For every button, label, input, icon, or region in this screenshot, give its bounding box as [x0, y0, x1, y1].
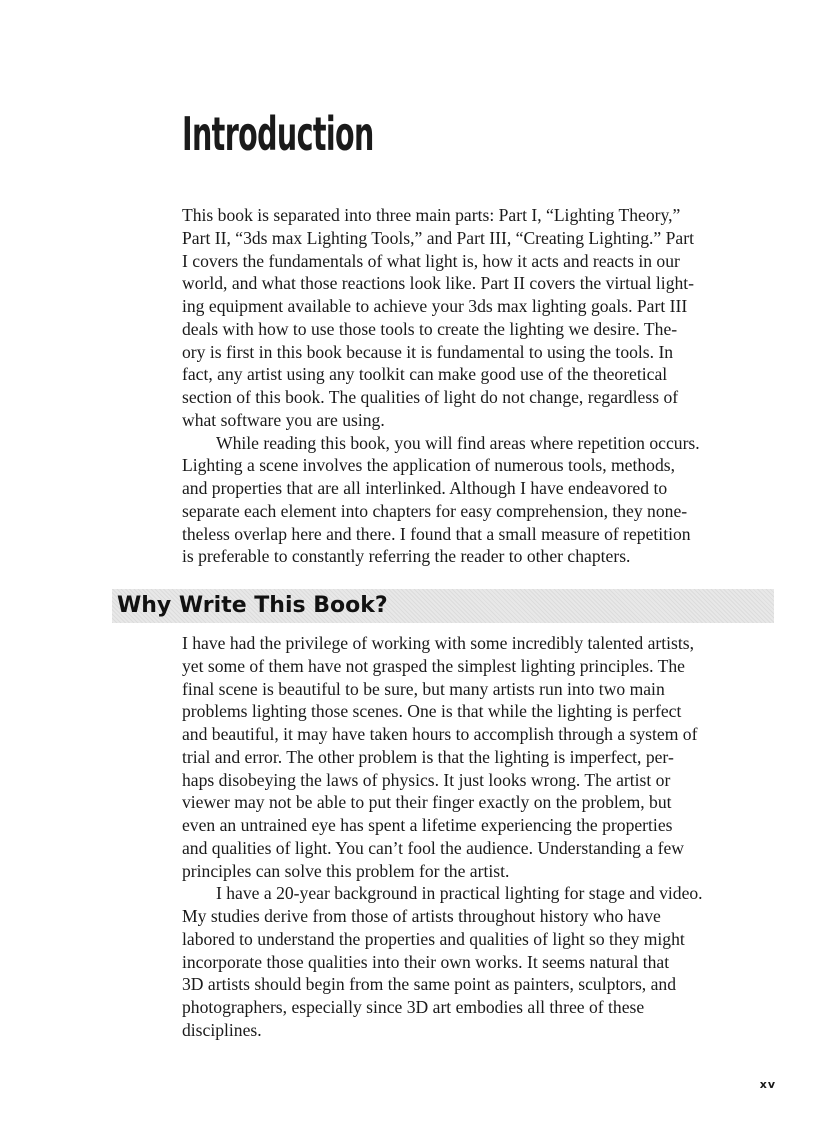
why-line: incorporate those qualities into their own works. It seems natural that — [182, 951, 670, 972]
intro-line: ing equipment available to achieve your 3ds max lighting goals. Part III — [182, 296, 688, 316]
why-line: labored to understand the properties and qualities of light so they might — [182, 928, 685, 949]
why-text-block — [182, 632, 778, 1042]
intro-paragraph-start-line: While reading this book, you will find areas where repetition occurs. — [216, 432, 700, 453]
page-number: xv — [759, 1078, 776, 1091]
intro-line: ory is first in this book because it is fundamental to using the tools. In — [182, 341, 674, 362]
section-heading: Why Write This Book? — [117, 593, 388, 618]
why-line: photographers, especially since 3D art embodies all three of these — [182, 997, 645, 1017]
intro-line: Lighting a scene involves the application of numerous tools, methods, — [182, 455, 676, 476]
intro-line: deals with how to use those tools to create the lighting we desire. The- — [182, 318, 678, 339]
why-line: viewer may not be able to put their finger exactly on the problem, but — [182, 792, 672, 813]
why-line: My studies derive from those of artists throughout history who have — [182, 906, 661, 926]
intro-line: This book is separated into three main parts: Part I, “Lighting Theory,” — [182, 205, 681, 225]
why-line: even an untrained eye has spent a lifetime experiencing the properties — [182, 815, 673, 835]
intro-text-block — [182, 204, 778, 568]
intro-line: what software you are using. — [182, 409, 385, 430]
why-line: problems lighting those scenes. One is that while the lighting is perfect — [182, 701, 682, 722]
intro-line: fact, any artist using any toolkit can make good use of the theoretical — [182, 364, 668, 385]
intro-line: section of this book. The qualities of light do not change, regardless of — [182, 387, 679, 407]
why-line: I have had the privilege of working with some incredibly talented artists, — [182, 633, 695, 653]
why-line: final scene is beautiful to be sure, but many artists run into two main — [182, 678, 665, 699]
why-line: trial and error. The other problem is that the lighting is imperfect, per- — [182, 746, 674, 767]
why-line: yet some of them have not grasped the simplest lighting principles. The — [182, 655, 685, 676]
intro-line: I covers the fundamentals of what light is, how it acts and reacts in our — [182, 250, 680, 271]
intro-line: separate each element into chapters for easy comprehension, they none- — [182, 500, 688, 521]
why-line: 3D artists should begin from the same point as painters, sculptors, and — [182, 974, 677, 995]
why-paragraph-start-line: I have a 20-year background in practical lighting for stage and video. — [216, 883, 703, 904]
why-line: principles can solve this problem for the artist. — [182, 860, 510, 881]
chapter-title: Introduction — [182, 107, 374, 161]
why-line: disciplines. — [182, 1019, 262, 1040]
intro-line: and properties that are all interlinked. Although I have endeavored to — [182, 478, 668, 498]
why-line: and beautiful, it may have taken hours to accomplish through a system of — [182, 724, 698, 744]
intro-line: world, and what those reactions look like. Part II covers the virtual light- — [182, 273, 695, 294]
intro-line: is preferable to constantly referring the reader to other chapters. — [182, 546, 631, 567]
intro-line: theless overlap here and there. I found that a small measure of repetition — [182, 523, 691, 544]
why-line: and qualities of light. You can’t fool the audience. Understanding a few — [182, 837, 684, 858]
intro-line: Part II, “3ds max Lighting Tools,” and Part III, “Creating Lighting.” Part — [182, 227, 694, 248]
why-line: haps disobeying the laws of physics. It just looks wrong. The artist or — [182, 769, 671, 790]
